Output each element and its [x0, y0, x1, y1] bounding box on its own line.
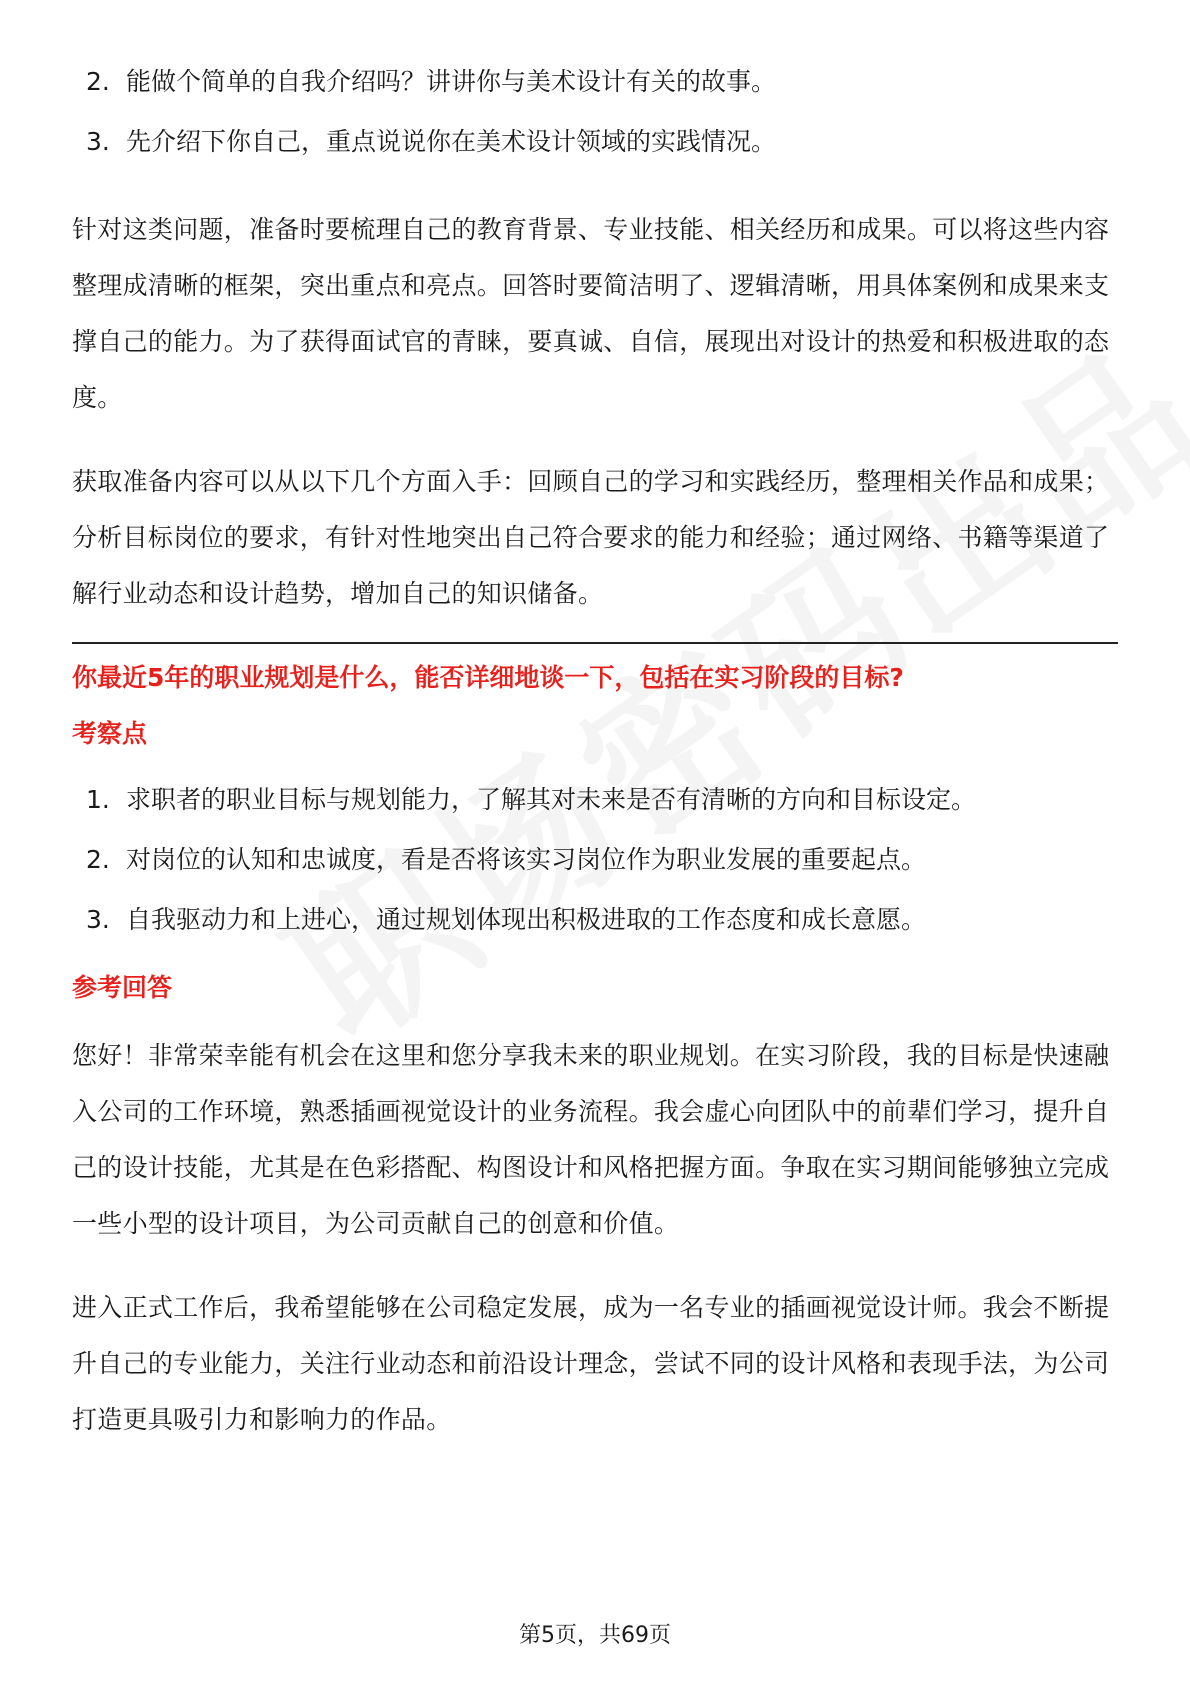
question-title: 你最近5年的职业规划是什么，能否详细地谈一下，包括在实习阶段的目标?	[72, 663, 904, 692]
focus-label: 考察点	[72, 719, 148, 748]
answer-paragraph: 您好！非常荣幸能有机会在这里和您分享我未来的职业规划。在实习阶段，我的目标是快速融入公司的工作环境，熟悉插画视觉设计的业务流程。我会虚心向团队中的前辈们学习，提升自己的设计技能，尤其是在色彩搭配、构图设计和风格把握方面。争取在实习期间能够独立完成一些小型的设计项目，为公司贡献自己的创意和价值。	[72, 1041, 1110, 1238]
list-item	[72, 770, 1118, 830]
list-text: 能做个简单的自我介绍吗？讲讲你与美术设计有关的故事。	[126, 67, 777, 96]
list-text: 先介绍下你自己，重点说说你在美术设计领域的实践情况。	[126, 127, 777, 156]
spacer	[72, 1252, 1118, 1280]
spacer	[72, 426, 1118, 454]
page-content	[72, 52, 1118, 1448]
list-number: 3.	[86, 905, 110, 934]
section-divider	[72, 642, 1118, 644]
paragraph: 获取准备内容可以从以下几个方面入手：回顾自己的学习和实践经历，整理相关作品和成果；分析目标岗位的要求，有针对性地突出自己符合要求的能力和经验；通过网络、书籍等渠道了解行业动态和设计趋势，增加自己的知识储备。	[72, 467, 1110, 608]
list-number: 2.	[86, 67, 110, 96]
list-number: 1.	[86, 785, 110, 814]
page-footer: 第5页，共69页	[519, 1623, 671, 1648]
list-text: 对岗位的认知和忠诚度，看是否将该实习岗位作为职业发展的重要起点。	[126, 845, 927, 874]
focus-points-list	[72, 770, 1118, 950]
list-item	[72, 52, 1118, 112]
answer-label: 参考回答	[72, 973, 173, 1002]
spacer	[72, 172, 1118, 202]
spacer	[72, 950, 1118, 960]
list-number: 2.	[86, 845, 110, 874]
answer-paragraph: 进入正式工作后，我希望能够在公司稳定发展，成为一名专业的插画视觉设计师。我会不断提升自己的专业能力，关注行业动态和前沿设计理念，尝试不同的设计风格和表现手法，为公司打造更具吸引力和影响力的作品。	[72, 1293, 1110, 1434]
paragraph: 针对这类问题，准备时要梳理自己的教育背景、专业技能、相关经历和成果。可以将这些内容整理成清晰的框架，突出重点和亮点。回答时要简洁明了、逻辑清晰，用具体案例和成果来支撑自己的能力。为了获得面试官的青睐，要真诚、自信，展现出对设计的热爱和积极进取的态度。	[72, 215, 1110, 412]
list-text: 自我驱动力和上进心，通过规划体现出积极进取的工作态度和成长意愿。	[126, 905, 927, 934]
intro-question-list	[72, 52, 1118, 172]
list-text: 求职者的职业目标与规划能力，了解其对未来是否有清晰的方向和目标设定。	[126, 785, 977, 814]
spacer	[72, 762, 1118, 770]
list-number: 3.	[86, 127, 110, 156]
list-item	[72, 890, 1118, 950]
list-item	[72, 112, 1118, 172]
list-item	[72, 830, 1118, 890]
spacer	[72, 1016, 1118, 1028]
